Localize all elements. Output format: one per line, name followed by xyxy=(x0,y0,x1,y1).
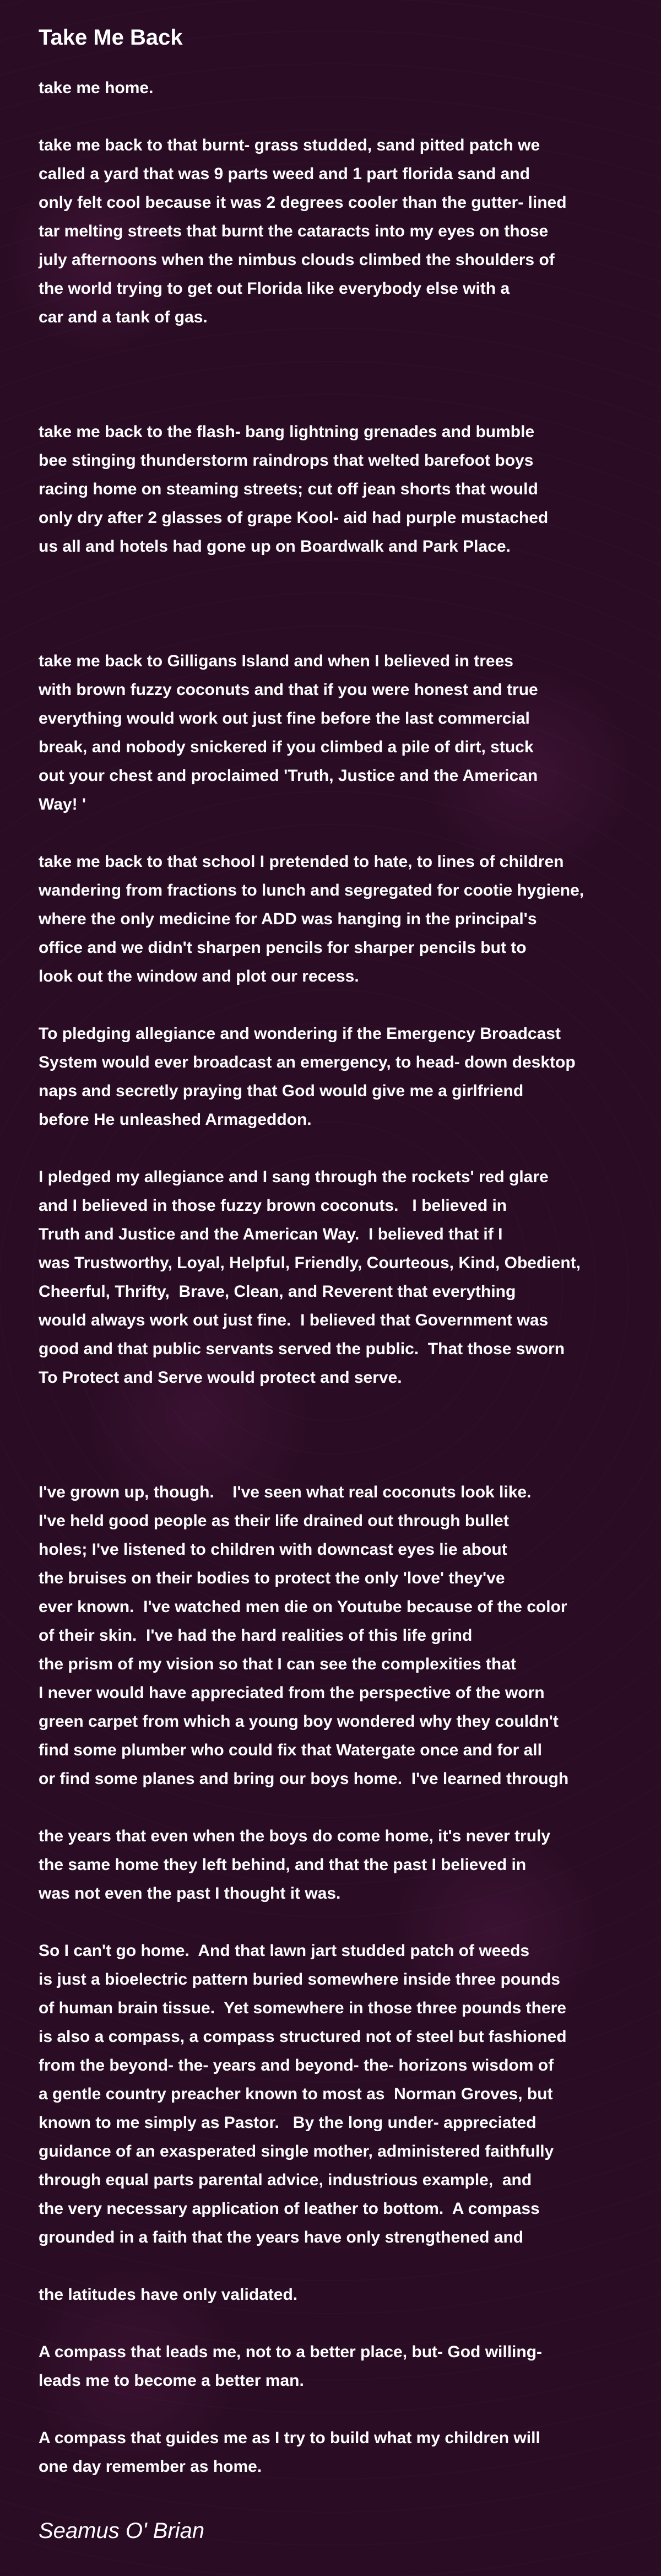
stanza-gap xyxy=(39,332,622,418)
poem-line: the world trying to get out Florida like everybody else with a xyxy=(39,279,510,298)
poem-line: wandering from fractions to lunch and segregated for cootie hygiene, xyxy=(39,881,584,899)
stanza xyxy=(39,2338,622,2395)
stanza-gap xyxy=(39,2309,622,2338)
poem-line: To Protect and Serve would protect and serve. xyxy=(39,1368,402,1387)
poem-line: the very necessary application of leather to bottom. A compass xyxy=(39,2200,540,2218)
poem-line: before He unleashed Armageddon. xyxy=(39,1111,312,1129)
poem-line: I've grown up, though. I've seen what real coconuts look like. xyxy=(39,1483,532,1501)
poem-line: is just a bioelectric pattern buried somewhere inside three pounds xyxy=(39,1970,560,1988)
poem-line: was not even the past I thought it was. xyxy=(39,1884,341,1903)
stanza xyxy=(39,647,622,819)
stanza-gap xyxy=(39,991,622,1020)
stanza-gap xyxy=(39,1793,622,1822)
stanza xyxy=(39,2281,622,2309)
poem-line: So I can't go home. And that lawn jart studded patch of weeds xyxy=(39,1942,530,1960)
poem-line: take me back to that burnt- grass studded, sand pitted patch we xyxy=(39,136,540,154)
poem-line: To pledging allegiance and wondering if the Emergency Broadcast xyxy=(39,1025,561,1043)
stanza xyxy=(39,74,622,103)
stanza-gap xyxy=(39,2252,622,2281)
poem-line: Truth and Justice and the American Way. I believed that if I xyxy=(39,1225,503,1243)
poem-line: I never would have appreciated from the perspective of the worn xyxy=(39,1684,545,1702)
stanza xyxy=(39,418,622,561)
poem-line: leads me to become a better man. xyxy=(39,2372,304,2390)
stanza xyxy=(39,848,622,991)
stanza-gap xyxy=(39,561,622,647)
stanza xyxy=(39,131,622,332)
poem-line: known to me simply as Pastor. By the long under- appreciated xyxy=(39,2114,537,2132)
stanza-gap xyxy=(39,1908,622,1937)
poem-author: Seamus O' Brian xyxy=(39,2519,205,2543)
poem-line: take me back to the flash- bang lightning grenades and bumble xyxy=(39,423,535,441)
poem-line: the years that even when the boys do come home, it's never truly xyxy=(39,1827,551,1845)
stanza-gap xyxy=(39,103,622,131)
poem-line: look out the window and plot our recess. xyxy=(39,967,359,985)
poem-line: office and we didn't sharpen pencils for sharper pencils but to xyxy=(39,939,527,957)
poem-line: take me home. xyxy=(39,79,154,97)
poem-line: and I believed in those fuzzy brown coconuts. I believed in xyxy=(39,1197,507,1215)
stanza xyxy=(39,2424,622,2481)
poem-line: where the only medicine for ADD was hanging in the principal's xyxy=(39,910,537,928)
stanza xyxy=(39,1020,622,1134)
poem-line: or find some planes and bring our boys home. I've learned through xyxy=(39,1770,569,1788)
poem-line: break, and nobody snickered if you climbed a pile of dirt, stuck xyxy=(39,738,534,756)
poem-line: racing home on steaming streets; cut off jean shorts that would xyxy=(39,480,538,498)
poem-line: out your chest and proclaimed 'Truth, Justice and the American xyxy=(39,767,538,785)
poem-line: from the beyond- the- years and beyond- the- horizons wisdom of xyxy=(39,2056,554,2074)
poem-line: with brown fuzzy coconuts and that if you were honest and true xyxy=(39,681,538,699)
poem-line: through equal parts parental advice, industrious example, and xyxy=(39,2171,532,2189)
poem-title: Take Me Back xyxy=(39,25,183,50)
poem-line: holes; I've listened to children with downcast eyes lie about xyxy=(39,1540,507,1559)
poem-line: I pledged my allegiance and I sang through the rockets' red glare xyxy=(39,1168,549,1186)
poem-line: the same home they left behind, and that the past I believed in xyxy=(39,1856,527,1874)
stanza-gap xyxy=(39,819,622,848)
stanza-gap xyxy=(39,1392,622,1478)
poem-line: Way! ' xyxy=(39,795,86,813)
poem-line: the prism of my vision so that I can see the complexities that xyxy=(39,1655,516,1673)
poem-line: of human brain tissue. Yet somewhere in those three pounds there xyxy=(39,1999,566,2017)
poem-line: ever known. I've watched men die on Youtube because of the color xyxy=(39,1598,567,1616)
poem-line: take me back to Gilligans Island and when I believed in trees xyxy=(39,652,513,670)
poem-line: only dry after 2 glasses of grape Kool- aid had purple mustached xyxy=(39,509,549,527)
poem-line: System would ever broadcast an emergency, to head- down desktop xyxy=(39,1053,576,1071)
stanza xyxy=(39,1822,622,1908)
poem-line: the latitudes have only validated. xyxy=(39,2286,298,2304)
poem-line: take me back to that school I pretended to hate, to lines of children xyxy=(39,853,564,871)
poem-line: grounded in a faith that the years have only strengthened and xyxy=(39,2228,524,2246)
poem-line: called a yard that was 9 parts weed and 1 part florida sand and xyxy=(39,165,530,183)
poem-line: one day remember as home. xyxy=(39,2458,262,2476)
poem-line: A compass that guides me as I try to build what my children will xyxy=(39,2429,540,2447)
stanza xyxy=(39,1937,622,2252)
poem-line: guidance of an exasperated single mother, administered faithfully xyxy=(39,2142,554,2160)
poem-line: A compass that leads me, not to a better place, but- God willing- xyxy=(39,2343,543,2361)
poem-line: green carpet from which a young boy wondered why they couldn't xyxy=(39,1712,559,1731)
poem-line: car and a tank of gas. xyxy=(39,308,208,326)
poem-line: bee stinging thunderstorm raindrops that welted barefoot boys xyxy=(39,451,534,470)
poem-line: the bruises on their bodies to protect the only 'love' they've xyxy=(39,1569,505,1587)
poem-line: only felt cool because it was 2 degrees cooler than the gutter- lined xyxy=(39,193,567,212)
poem-line: was Trustworthy, Loyal, Helpful, Friendly, Courteous, Kind, Obedient, xyxy=(39,1254,581,1272)
poem-line: good and that public servants served the public. That those sworn xyxy=(39,1340,565,1358)
poem-line: july afternoons when the nimbus clouds climbed the shoulders of xyxy=(39,251,555,269)
stanza-gap xyxy=(39,1134,622,1163)
poem-line: tar melting streets that burnt the cataracts into my eyes on those xyxy=(39,222,549,240)
stanza xyxy=(39,1163,622,1392)
poem-line: us all and hotels had gone up on Boardwalk and Park Place. xyxy=(39,537,511,556)
poem-line: of their skin. I've had the hard realities of this life grind xyxy=(39,1626,473,1645)
poem-line: I've held good people as their life drained out through bullet xyxy=(39,1512,509,1530)
poem-line: a gentle country preacher known to most as Norman Groves, but xyxy=(39,2085,553,2103)
poem-line: Cheerful, Thrifty, Brave, Clean, and Reverent that everything xyxy=(39,1282,516,1301)
poem-line: is also a compass, a compass structured not of steel but fashioned xyxy=(39,2028,567,2046)
poem-line: find some plumber who could fix that Watergate once and for all xyxy=(39,1741,542,1759)
poem-line: naps and secretly praying that God would give me a girlfriend xyxy=(39,1082,524,1100)
poem-line: would always work out just fine. I believed that Government was xyxy=(39,1311,549,1329)
poem-line: everything would work out just fine before the last commercial xyxy=(39,709,530,727)
stanza-gap xyxy=(39,2395,622,2424)
stanza xyxy=(39,1478,622,1793)
poem-body xyxy=(39,74,622,2481)
